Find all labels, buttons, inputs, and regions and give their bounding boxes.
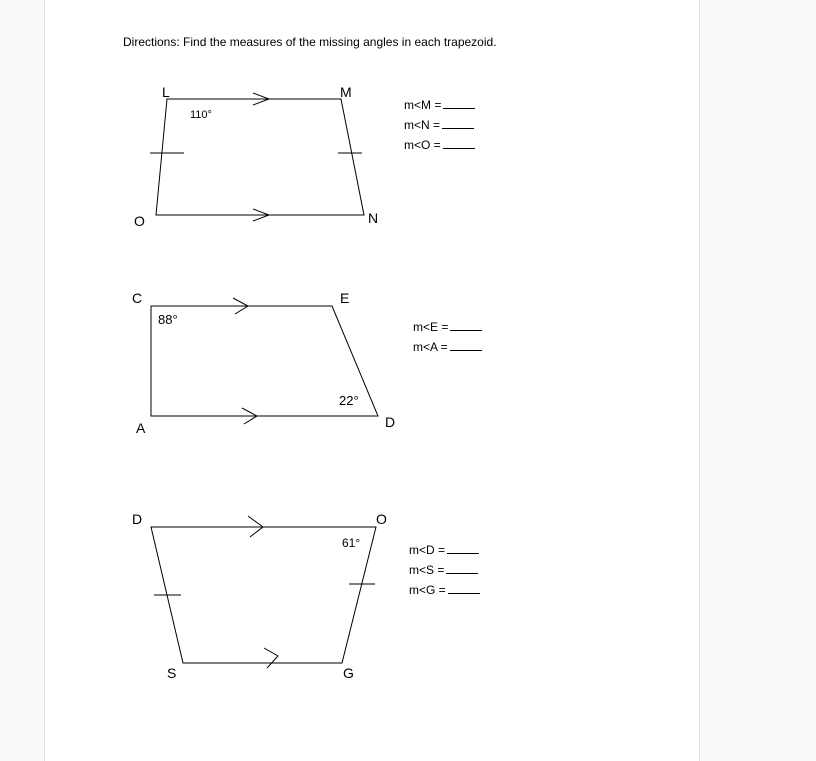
answer-row [409, 542, 480, 562]
answer-row [409, 562, 480, 582]
answer-label: m<S = [409, 563, 445, 577]
answer-blank[interactable] [450, 319, 482, 331]
answer-row [404, 117, 475, 137]
answer-row [409, 582, 480, 602]
answer-label: m<G = [409, 583, 446, 597]
answers-problem-3 [409, 542, 480, 602]
angle-label-22: 22° [339, 393, 359, 408]
angle-label-88: 88° [158, 312, 178, 327]
answer-blank[interactable] [443, 137, 475, 149]
document-page [44, 0, 700, 761]
answer-blank[interactable] [450, 339, 482, 351]
answer-label: m<D = [409, 543, 446, 557]
vertex-label-D2: D [132, 511, 143, 527]
answer-label: m<A = [413, 340, 448, 354]
answer-row [404, 97, 475, 117]
answer-label: m<M = [404, 98, 442, 112]
vertex-label-G: G [343, 665, 354, 681]
answer-blank[interactable] [443, 97, 475, 109]
trapezoid-figures [45, 0, 699, 761]
parallel-arrow-bottom-3 [264, 648, 278, 668]
vertex-label-O2: O [376, 511, 387, 527]
vertex-label-O: O [134, 213, 145, 229]
answer-row [413, 319, 482, 339]
answer-label: m<N = [404, 118, 441, 132]
vertex-label-S: S [167, 665, 177, 681]
angle-label-61: 61° [342, 536, 361, 550]
answer-row [404, 137, 475, 157]
vertex-label-D: D [385, 414, 396, 430]
directions-text: Directions: Find the measures of the missing angles in each trapezoid. [123, 35, 497, 49]
vertex-label-C: C [132, 290, 143, 306]
answer-blank[interactable] [447, 542, 479, 554]
answer-label: m<O = [404, 138, 441, 152]
answers-problem-2 [413, 319, 482, 359]
answers-problem-1 [404, 97, 475, 157]
vertex-label-M: M [340, 84, 352, 100]
answer-blank[interactable] [442, 117, 474, 129]
vertex-label-N: N [368, 210, 379, 226]
trapezoid-lmno [156, 99, 364, 215]
answer-blank[interactable] [448, 582, 480, 594]
vertex-label-L: L [162, 84, 170, 100]
angle-label-110: 110° [190, 109, 212, 121]
answer-blank[interactable] [446, 562, 478, 574]
answer-label: m<E = [413, 320, 449, 334]
vertex-label-E: E [340, 290, 350, 306]
answer-row [413, 339, 482, 359]
vertex-label-A: A [136, 420, 146, 436]
